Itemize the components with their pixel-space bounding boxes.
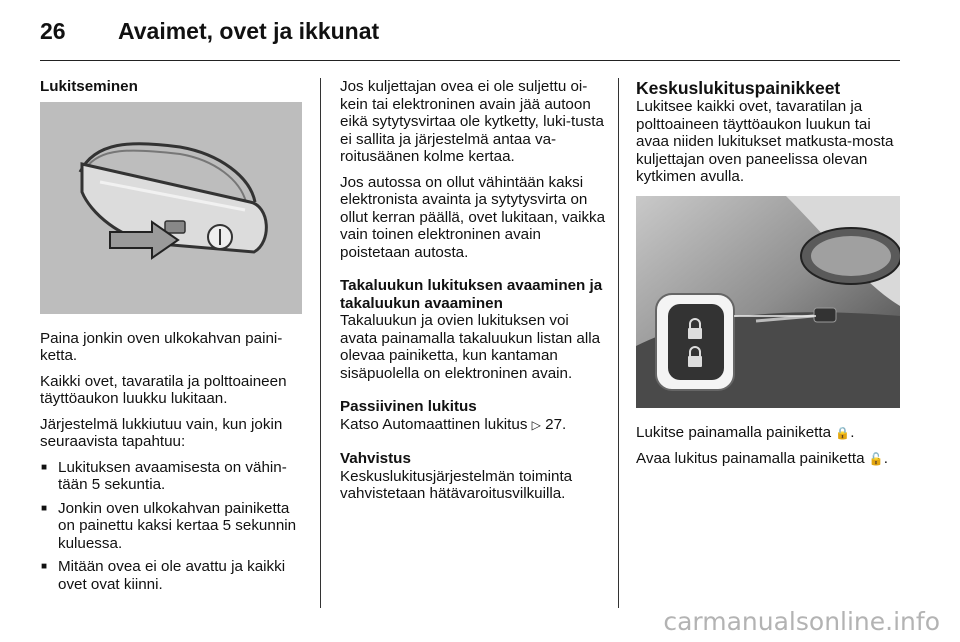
page-title: Avaimet, ovet ja ikkunat — [118, 18, 380, 44]
list-item: ■ Mitään ovea ei ole avattu ja kaikki ovet ovat kiinni. — [40, 558, 306, 593]
lock-open-icon: 🔓 — [868, 452, 884, 466]
door-panel-lock-buttons-photo — [636, 196, 900, 408]
section-heading-tailgate: Takaluukun lukituksen avaaminen ja takaluukun avaaminen — [340, 277, 603, 312]
paragraph: Paina jonkin oven ulkokahvan paini-ketta. — [40, 329, 283, 364]
paragraph: Lukitse painamalla painiketta 🔒. — [636, 423, 855, 441]
lock-instruction: Lukitse painamalla painiketta — [636, 423, 832, 441]
column-divider — [320, 78, 321, 608]
paragraph: Jos kuljettajan ovea ei ole suljettu oi-kein tai elektroninen avain jää autoon eikä sytytysvirtaa ole kytketty, luki-tusta ei sallita ja järjestelmä antaa va-roitusäänen kolme kertaa. — [340, 78, 604, 165]
lock-closed-icon: 🔒 — [835, 425, 851, 440]
cross-reference-text: Katso Automaattinen lukitus — [340, 415, 528, 433]
unlock-instruction: Avaa lukitus painamalla painiketta — [636, 450, 865, 467]
list-item: ■ Lukituksen avaamisesta on vähin-tään 5 sekuntia. — [40, 459, 306, 494]
paragraph: Järjestelmä lukkiutuu vain, kun jokin seuraavista tapahtuu: — [40, 415, 283, 450]
paragraph: Keskuslukitusjärjestelmän toiminta vahvistetaan hätävaroitusvilkuilla. — [340, 467, 573, 502]
paragraph — [340, 416, 606, 435]
section-heading-locking: Lukitseminen — [40, 78, 138, 95]
section-heading-central-locking: Keskuslukituspainikkeet — [636, 78, 841, 98]
column-left — [40, 78, 306, 599]
paragraph: Avaa lukitus painamalla painiketta 🔓. — [636, 450, 888, 467]
list-item: ■ Jonkin oven ulkokahvan painiketta on painettu kaksi kertaa 5 sekunnin kuluessa. — [40, 500, 306, 553]
column-right — [636, 78, 902, 477]
page-number: 26 — [40, 18, 66, 44]
condition-list — [40, 459, 306, 594]
header-divider — [40, 60, 900, 61]
paragraph: Lukitsee kaikki ovet, tavaratilan ja polttoaineen täyttöaukon luukun tai avaa niiden lukitukset matkusta-mosta kuljettajan oven paneelissa olevan kytkimen avulla. — [636, 98, 894, 185]
paragraph: Kaikki ovet, tavaratila ja polttoaineen täyttöaukon luukku lukitaan. — [40, 372, 287, 407]
door-handle-illustration — [40, 102, 302, 314]
watermark: carmanualsonline.info — [663, 607, 940, 636]
cross-reference-page[interactable]: 27. — [545, 415, 567, 433]
column-middle — [340, 78, 606, 511]
page-ref-arrow-icon: ▷ — [531, 417, 541, 432]
section-heading-passive-locking: Passiivinen lukitus — [340, 398, 477, 415]
column-divider — [618, 78, 619, 608]
paragraph: Jos autossa on ollut vähintään kaksi elektronista avainta ja sytytysvirta on ollut kerran päällä, ovet lukitaan, vaikka vain toinen elektroninen avain poistetaan autosta. — [340, 173, 606, 261]
paragraph: Takaluukun ja ovien lukituksen voi avata painamalla takaluukun listan alla olevaa painiketta, kun kantaman sisäpuolella on elektroninen avain. — [340, 312, 601, 382]
section-heading-confirmation: Vahvistus — [340, 450, 411, 467]
